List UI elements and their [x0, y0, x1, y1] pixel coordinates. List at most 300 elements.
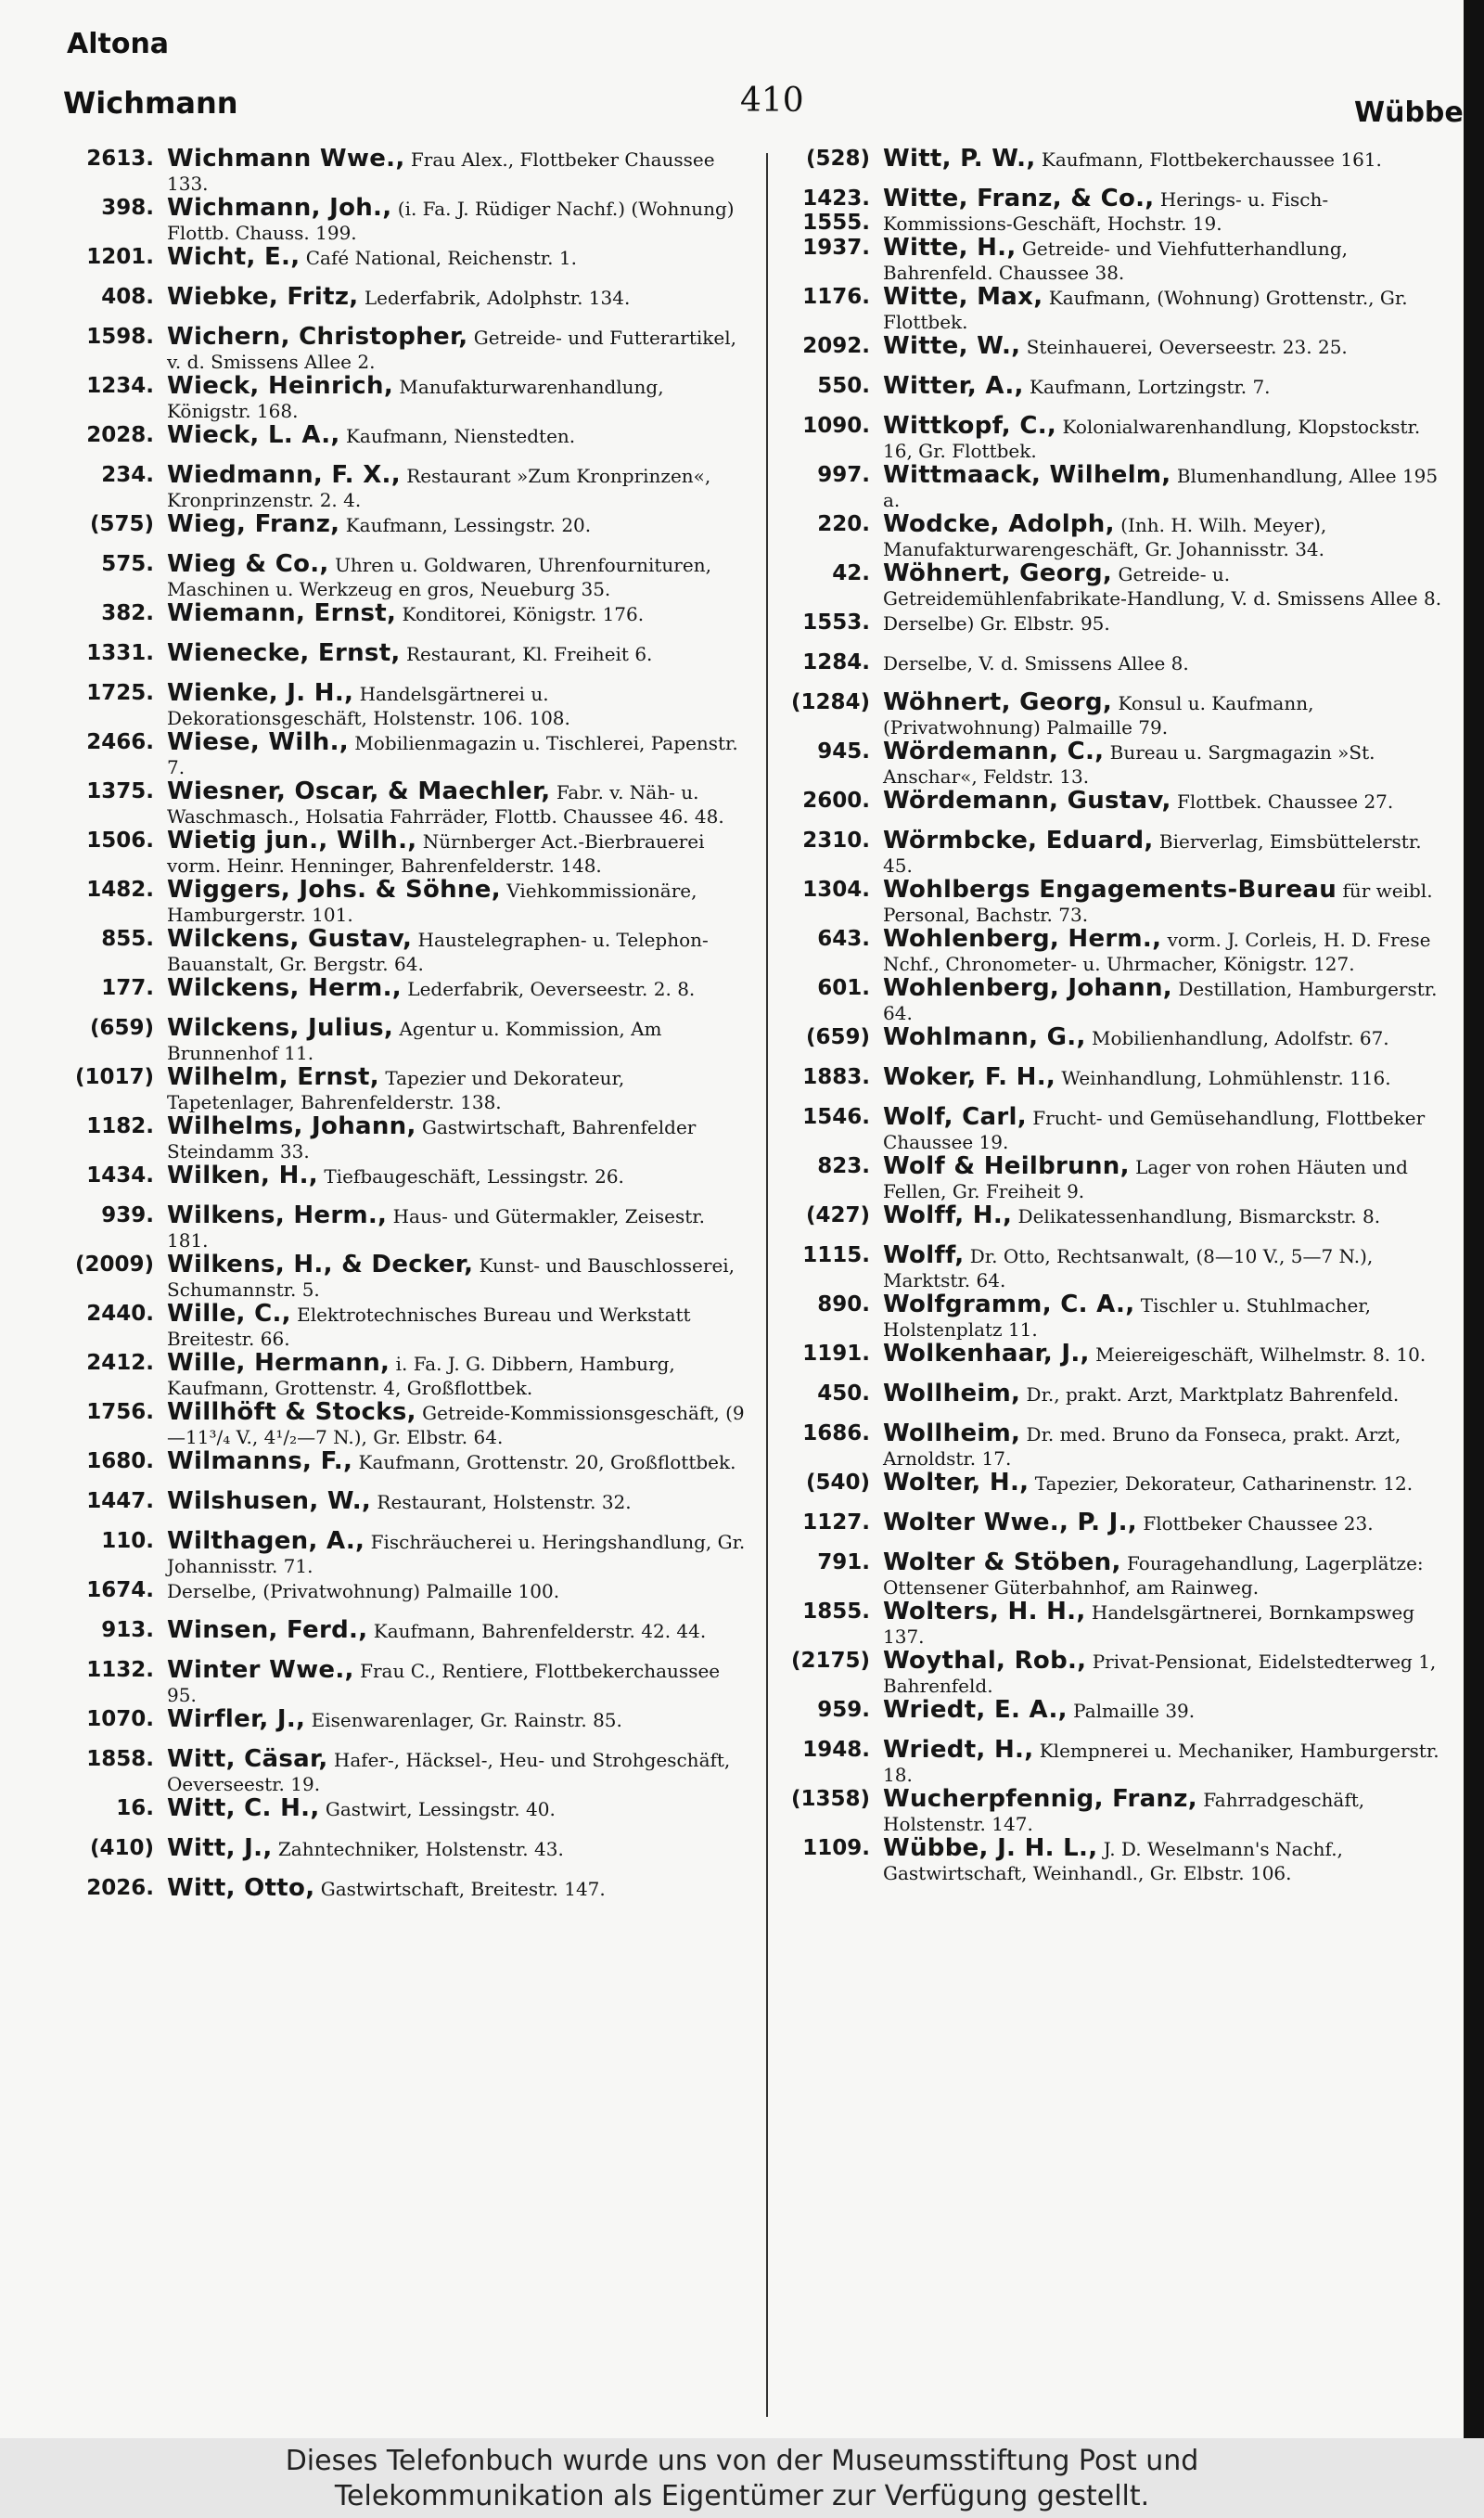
- directory-entry: [58, 1203, 751, 1253]
- subscriber-details: Tiefbaugeschäft, Lessingstr. 26.: [324, 1165, 624, 1188]
- entry-text: [160, 1707, 751, 1747]
- subscriber-name: Wohlbergs Engagements-Bureau: [883, 876, 1337, 904]
- subscriber-name: Wörmbcke, Eduard,: [883, 827, 1154, 854]
- phone-number: (1017): [74, 1065, 154, 1089]
- subscriber-name: Wolter, H.,: [883, 1469, 1030, 1497]
- entry-text: [160, 325, 751, 374]
- subscriber-details: Mobilienmagazin u. Tischlerei, Papenstr. 7.: [167, 732, 738, 778]
- phone-number: 2440.: [86, 1302, 154, 1326]
- phone-number: 1756.: [86, 1400, 154, 1424]
- subscriber-name: Wöhnert, Georg,: [883, 559, 1113, 587]
- entry-text: [876, 236, 1445, 285]
- directory-entry: [58, 1489, 751, 1529]
- subscriber-name: Wieck, L. A.,: [167, 421, 340, 449]
- subscriber-details: Haus- und Gütermakler, Zeisestr. 181.: [167, 1205, 705, 1252]
- entry-text: [876, 829, 1445, 878]
- subscriber-details: Eisenwarenlager, Gr. Rainstr. 85.: [311, 1709, 622, 1731]
- entry-text: [876, 1649, 1445, 1698]
- phone-number: 2613.: [86, 147, 154, 171]
- subscriber-name: Wiesner, Oscar, & Maechler,: [167, 777, 551, 805]
- subscriber-details: Dr., prakt. Arzt, Marktplatz Bahrenfeld.: [1026, 1383, 1400, 1406]
- phone-number: 1176.: [802, 285, 870, 309]
- entry-text: [160, 1529, 751, 1578]
- subscriber-name: Wöhnert, Georg,: [883, 688, 1113, 716]
- directory-entry: [58, 878, 751, 927]
- phone-number: 110.: [101, 1529, 154, 1553]
- phone-number: 16.: [116, 1796, 154, 1820]
- subscriber-details: (Inh. H. Wilh. Meyer), Manufakturwarengeschäft, Gr. Johannisstr. 34.: [883, 514, 1327, 560]
- subscriber-details: Derselbe, (Privatwohnung) Palmaille 100.: [167, 1580, 560, 1602]
- subscriber-name: Witter, A.,: [883, 372, 1024, 400]
- entry-text: [160, 829, 751, 878]
- directory-entry: [58, 1302, 751, 1351]
- subscriber-name: Wodcke, Adolph,: [883, 510, 1115, 538]
- phone-number: 1191.: [802, 1342, 870, 1366]
- entry-text: [160, 147, 751, 196]
- phone-number: 382.: [101, 601, 154, 625]
- phone-number: 398.: [101, 196, 154, 220]
- subscriber-details: Kaufmann, Lortzingstr. 7.: [1030, 376, 1271, 398]
- phone-number: (410): [89, 1836, 154, 1860]
- phone-number: 890.: [817, 1292, 870, 1317]
- phone-number: 1937.: [802, 236, 870, 260]
- subscriber-name: Witte, Franz, & Co.,: [883, 185, 1155, 212]
- entry-text: [876, 1381, 1445, 1421]
- subscriber-details: Kolonialwarenhandlung, Klopstockstr. 16, Gr. Flottbek.: [883, 416, 1421, 462]
- phone-number: 1447.: [86, 1489, 154, 1513]
- phone-number: 959.: [817, 1698, 870, 1722]
- subscriber-details: Konsul u. Kaufmann, (Privatwohnung) Palmaille 79.: [883, 692, 1314, 739]
- entry-text: [160, 1796, 751, 1836]
- entry-text: [876, 610, 1445, 650]
- subscriber-details: Flottbek. Chaussee 27.: [1177, 790, 1394, 813]
- directory-entry: [785, 1292, 1445, 1342]
- directory-entry: [58, 601, 751, 641]
- subscriber-name: Wichmann, Joh.,: [167, 194, 392, 222]
- phone-number: 1284.: [802, 650, 870, 674]
- subscriber-details: Bureau u. Sargmagazin »St. Anschar«, Feldstr. 13.: [883, 741, 1375, 788]
- phone-number: 1115.: [802, 1243, 870, 1267]
- phone-number: (2009): [74, 1253, 154, 1277]
- phone-number: 1127.: [802, 1510, 870, 1535]
- subscriber-details: Handelsgärtnerei u. Dekorationsgeschäft, Holstenstr. 106. 108.: [167, 683, 570, 729]
- entry-text: [160, 512, 751, 552]
- phone-number: (540): [805, 1471, 870, 1495]
- phone-number: 2092.: [802, 334, 870, 358]
- directory-entry: [58, 1163, 751, 1203]
- directory-entry: [785, 334, 1445, 374]
- directory-entry: [58, 681, 751, 730]
- entry-text: [876, 927, 1445, 976]
- directory-entry: [785, 285, 1445, 334]
- subscriber-details: Manufakturwarenhandlung, Königstr. 168.: [167, 376, 664, 422]
- subscriber-details: Steinhauerei, Oeverseestr. 23. 25.: [1026, 336, 1348, 358]
- directory-entry: [785, 1342, 1445, 1381]
- phone-number: (2175): [790, 1649, 870, 1673]
- directory-entry: [785, 1738, 1445, 1787]
- phone-number: (659): [805, 1025, 870, 1049]
- subscriber-name: Wolff, H.,: [883, 1201, 1013, 1229]
- subscriber-details: Kaufmann, Bahrenfelderstr. 42. 44.: [373, 1620, 707, 1642]
- entry-text: [876, 463, 1445, 512]
- left-column: [58, 147, 751, 1916]
- phone-number: 1855.: [802, 1599, 870, 1624]
- directory-entry: [58, 1658, 751, 1707]
- subscriber-name: Witte, Max,: [883, 283, 1043, 311]
- directory-entry: [58, 829, 751, 878]
- entry-text: [876, 1421, 1445, 1471]
- subscriber-name: Wriedt, H.,: [883, 1736, 1034, 1764]
- phone-number: 1304.: [802, 878, 870, 902]
- phone-number: 997.: [817, 463, 870, 487]
- directory-entry: [58, 1876, 751, 1916]
- footer-line-1: Dieses Telefonbuch wurde uns von der Museumsstiftung Post und: [285, 2445, 1199, 2477]
- phone-number: 1883.: [802, 1065, 870, 1089]
- directory-entry: [785, 1154, 1445, 1203]
- directory-entry: [785, 1421, 1445, 1471]
- subscriber-details: Derselbe, V. d. Smissens Allee 8.: [883, 652, 1189, 674]
- directory-entry: [785, 463, 1445, 512]
- phone-number: 220.: [817, 512, 870, 536]
- entry-text: [160, 245, 751, 285]
- directory-entry: [58, 374, 751, 423]
- subscriber-name: Wille, C.,: [167, 1300, 291, 1328]
- phone-number: 1598.: [86, 325, 154, 349]
- entry-text: [876, 285, 1445, 334]
- phone-number: 1070.: [86, 1707, 154, 1731]
- directory-entry: [58, 641, 751, 681]
- entry-text: [876, 147, 1445, 186]
- subscriber-name: Wittkopf, C.,: [883, 412, 1057, 440]
- phone-number: (1358): [790, 1787, 870, 1811]
- entry-text: [160, 1489, 751, 1529]
- subscriber-details: Restaurant, Holstenstr. 32.: [377, 1491, 632, 1513]
- phone-number: 42.: [832, 561, 870, 585]
- phone-number: 550.: [817, 374, 870, 398]
- subscriber-name: Wieg & Co.,: [167, 550, 329, 578]
- phone-number: 1375.: [86, 779, 154, 803]
- subscriber-details: Fabr. v. Näh- u. Waschmasch., Holsatia Fahrräder, Flottb. Chaussee 46. 48.: [167, 781, 724, 828]
- entry-text: [876, 1471, 1445, 1510]
- subscriber-details: Lederfabrik, Oeverseestr. 2. 8.: [407, 978, 696, 1000]
- subscriber-name: Wolter Wwe., P. J.,: [883, 1509, 1137, 1536]
- subscriber-name: Wittmaack, Wilhelm,: [883, 461, 1171, 489]
- subscriber-details: Café National, Reichenstr. 1.: [305, 247, 577, 269]
- column-divider: [766, 153, 768, 2417]
- entry-text: [160, 285, 751, 325]
- subscriber-name: Wieck, Heinrich,: [167, 372, 394, 400]
- subscriber-name: Wohlenberg, Johann,: [883, 974, 1172, 1002]
- entry-text: [876, 1836, 1445, 1885]
- subscriber-details: Getreide- und Viehfutterhandlung, Bahrenfeld. Chaussee 38.: [883, 238, 1348, 284]
- subscriber-details: i. Fa. J. G. Dibbern, Hamburg, Kaufmann, Grottenstr. 4, Großflottbek.: [167, 1353, 675, 1399]
- entry-text: [160, 463, 751, 512]
- phone-number: 2412.: [86, 1351, 154, 1375]
- directory-entry: [58, 1114, 751, 1163]
- entry-text: [160, 641, 751, 681]
- subscriber-details: Tapezier, Dekorateur, Catharinenstr. 12.: [1034, 1472, 1414, 1495]
- phone-number: 2026.: [86, 1876, 154, 1900]
- entry-text: [876, 1787, 1445, 1836]
- subscriber-details: vorm. J. Corleis, H. D. Frese Nchf., Chronometer- u. Uhrmacher, Königstr. 127.: [883, 929, 1431, 975]
- entry-text: [876, 1025, 1445, 1065]
- entry-text: [876, 561, 1445, 610]
- phone-number: 234.: [101, 463, 154, 487]
- entry-text: [876, 650, 1445, 690]
- directory-entry: [785, 414, 1445, 463]
- directory-entry: [785, 829, 1445, 878]
- directory-entry: [58, 245, 751, 285]
- subscriber-details: Kaufmann, Flottbekerchaussee 161.: [1041, 148, 1382, 171]
- subscriber-details: Palmaille 39.: [1073, 1700, 1196, 1722]
- entry-text: [160, 779, 751, 829]
- right-catchword: Wübbe: [1354, 96, 1464, 129]
- subscriber-name: Wienke, J. H.,: [167, 679, 354, 707]
- subscriber-details: Fouragehandlung, Lagerplätze: Ottensener Güterbahnhof, am Rainweg.: [883, 1552, 1424, 1599]
- phone-number: 1948.: [802, 1738, 870, 1762]
- subscriber-name: Wördemann, C.,: [883, 738, 1105, 765]
- entry-text: [876, 334, 1445, 374]
- entry-text: [876, 1698, 1445, 1738]
- entry-text: [160, 1203, 751, 1253]
- phone-number: 643.: [817, 927, 870, 951]
- phone-number: 1331.: [86, 641, 154, 665]
- phone-number: 1858.: [86, 1747, 154, 1771]
- entry-text: [876, 1550, 1445, 1599]
- phone-number: (427): [805, 1203, 870, 1227]
- subscriber-details: Kaufmann, Lessingstr. 20.: [345, 514, 592, 536]
- subscriber-name: Wiebke, Fritz,: [167, 283, 359, 311]
- entry-text: [160, 1400, 751, 1449]
- subscriber-name: Wirfler, J.,: [167, 1705, 306, 1733]
- subscriber-details: Klempnerei u. Mechaniker, Hamburgerstr. 18.: [883, 1740, 1439, 1786]
- directory-entry: [785, 690, 1445, 739]
- entry-text: [876, 1599, 1445, 1649]
- subscriber-name: Wicht, E.,: [167, 243, 301, 271]
- phone-number: 1553.: [802, 610, 870, 635]
- directory-entry: [58, 1449, 751, 1489]
- subscriber-details: Frau Alex., Flottbeker Chaussee 133.: [167, 148, 715, 195]
- entry-text: [160, 1163, 751, 1203]
- subscriber-name: Woker, F. H.,: [883, 1063, 1056, 1091]
- entry-text: [876, 374, 1445, 414]
- subscriber-details: Haustelegraphen- u. Telephon-Bauanstalt, Gr. Bergstr. 64.: [167, 929, 709, 975]
- subscriber-name: Wübbe, J. H. L.,: [883, 1834, 1098, 1862]
- phone-number: 2028.: [86, 423, 154, 447]
- subscriber-details: Fischräucherei u. Heringshandlung, Gr. Johannisstr. 71.: [167, 1531, 746, 1577]
- subscriber-name: Wohlmann, G.,: [883, 1023, 1086, 1051]
- subscriber-name: Wolff,: [883, 1241, 965, 1269]
- entry-text: [160, 1658, 751, 1707]
- subscriber-name: Witte, H.,: [883, 234, 1017, 262]
- subscriber-details: Lederfabrik, Adolphstr. 134.: [364, 287, 631, 309]
- subscriber-name: Wilhelms, Johann,: [167, 1112, 416, 1140]
- subscriber-details: Derselbe) Gr. Elbstr. 95.: [883, 612, 1110, 635]
- subscriber-details: Zahntechniker, Holstenstr. 43.: [277, 1838, 564, 1860]
- subscriber-name: Wilshusen, W.,: [167, 1487, 372, 1515]
- subscriber-details: Fahrradgeschäft, Holstenstr. 147.: [883, 1789, 1365, 1835]
- entry-text: [160, 1065, 751, 1114]
- directory-entry: [58, 1400, 751, 1449]
- directory-entry: [785, 927, 1445, 976]
- phone-number: 2466.: [86, 730, 154, 754]
- entry-text: [876, 414, 1445, 463]
- subscriber-details: Agentur u. Kommission, Am Brunnenhof 11.: [167, 1018, 662, 1064]
- directory-entry: [785, 236, 1445, 285]
- phone-number: 1434.: [86, 1163, 154, 1188]
- subscriber-name: Wille, Hermann,: [167, 1349, 390, 1377]
- entry-text: [160, 1747, 751, 1796]
- entry-text: [876, 1738, 1445, 1787]
- entry-text: [876, 1203, 1445, 1243]
- subscriber-name: Wilmanns, F.,: [167, 1447, 353, 1475]
- subscriber-details: Elektrotechnisches Bureau und Werkstatt Breitestr. 66.: [167, 1304, 691, 1350]
- entry-text: [160, 1253, 751, 1302]
- subscriber-details: Mobilienhandlung, Adolfstr. 67.: [1091, 1027, 1389, 1049]
- entry-text: [876, 1243, 1445, 1292]
- subscriber-name: Witt, Otto,: [167, 1874, 315, 1902]
- directory-entry: [785, 1510, 1445, 1550]
- subscriber-name: Wieg, Franz,: [167, 510, 340, 538]
- subscriber-name: Wördemann, Gustav,: [883, 787, 1171, 815]
- directory-entry: [785, 561, 1445, 610]
- subscriber-details: Handelsgärtnerei, Bornkampsweg 137.: [883, 1601, 1414, 1648]
- subscriber-name: Wilhelm, Ernst,: [167, 1063, 379, 1091]
- phone-number: 1234.: [86, 374, 154, 398]
- directory-entry: [785, 1550, 1445, 1599]
- entry-text: [160, 1876, 751, 1916]
- phone-number: 1674.: [86, 1578, 154, 1602]
- entry-text: [876, 739, 1445, 789]
- directory-entry: [58, 552, 751, 601]
- subscriber-name: Wilkens, H., & Decker,: [167, 1251, 474, 1278]
- entry-text: [160, 927, 751, 976]
- subscriber-name: Wiemann, Ernst,: [167, 599, 397, 627]
- subscriber-name: Wilckens, Herm.,: [167, 974, 402, 1002]
- phone-number: 1182.: [86, 1114, 154, 1138]
- subscriber-details: Restaurant »Zum Kronprinzen«, Kronprinzenstr. 2. 4.: [167, 465, 711, 511]
- subscriber-name: Woythal, Rob.,: [883, 1647, 1087, 1675]
- right-column: [785, 147, 1445, 1885]
- directory-entry: [785, 1025, 1445, 1065]
- subscriber-name: Wiese, Wilh.,: [167, 728, 349, 756]
- entry-text: [876, 1292, 1445, 1342]
- subscriber-details: Gastwirtschaft, Breitestr. 147.: [320, 1878, 606, 1900]
- phone-number: 1201.: [86, 245, 154, 269]
- phone-number: 1546.: [802, 1105, 870, 1129]
- entry-text: [876, 1065, 1445, 1105]
- phone-number: 1686.: [802, 1421, 870, 1445]
- subscriber-details: Destillation, Hamburgerstr. 64.: [883, 978, 1438, 1024]
- directory-entry: [785, 739, 1445, 789]
- subscriber-name: Wollheim,: [883, 1380, 1021, 1407]
- subscriber-details: Getreide-Kommissionsgeschäft, (9—11³/₄ V., 4¹/₂—7 N.), Gr. Elbstr. 64.: [167, 1402, 745, 1448]
- subscriber-name: Winsen, Ferd.,: [167, 1616, 368, 1644]
- subscriber-details: Blumenhandlung, Allee 195 a.: [883, 465, 1439, 511]
- subscriber-details: Gastwirtschaft, Bahrenfelder Steindamm 33.: [167, 1116, 697, 1163]
- entry-text: [160, 1578, 751, 1618]
- subscriber-details: Getreide- und Futterartikel, v. d. Smissens Allee 2.: [167, 327, 736, 373]
- entry-text: [160, 681, 751, 730]
- city-header: Altona: [67, 28, 170, 60]
- subscriber-details: Frucht- und Gemüsehandlung, Flottbeker Chaussee 19.: [883, 1107, 1426, 1153]
- subscriber-details: für weibl. Personal, Bachstr. 73.: [883, 880, 1433, 926]
- subscriber-details: Kunst- und Bauschlosserei, Schumannstr. 5.: [167, 1254, 736, 1301]
- directory-entry: [785, 1065, 1445, 1105]
- entry-text: [160, 730, 751, 779]
- directory-entry: [58, 1253, 751, 1302]
- subscriber-name: Wolf, Carl,: [883, 1103, 1027, 1131]
- subscriber-name: Wichmann Wwe.,: [167, 145, 405, 173]
- entry-text: [160, 878, 751, 927]
- directory-entry: [785, 1836, 1445, 1885]
- subscriber-name: Wiedmann, F. X.,: [167, 461, 401, 489]
- subscriber-name: Willhöft & Stocks,: [167, 1398, 416, 1426]
- entry-text: [876, 1510, 1445, 1550]
- entry-text: [160, 374, 751, 423]
- directory-entry: [58, 1618, 751, 1658]
- phone-number: 1680.: [86, 1449, 154, 1473]
- directory-entry: [58, 1836, 751, 1876]
- subscriber-details: (i. Fa. J. Rüdiger Nachf.) (Wohnung) Flottb. Chauss. 199.: [167, 198, 735, 244]
- subscriber-name: Wienecke, Ernst,: [167, 639, 401, 667]
- subscriber-details: J. D. Weselmann's Nachf., Gastwirtschaft, Weinhandl., Gr. Elbstr. 106.: [883, 1838, 1343, 1884]
- subscriber-details: Meiereigeschäft, Wilhelmstr. 8. 10.: [1095, 1343, 1426, 1366]
- directory-entry: [785, 976, 1445, 1025]
- entry-text: [160, 1016, 751, 1065]
- phone-number: 1090.: [802, 414, 870, 438]
- entry-text: [160, 196, 751, 245]
- phone-number: 1482.: [86, 878, 154, 902]
- subscriber-name: Witte, W.,: [883, 332, 1021, 360]
- entry-text: [876, 512, 1445, 561]
- entry-text: [160, 1302, 751, 1351]
- page-number: 410: [740, 82, 804, 120]
- phone-number: 1423. 1555.: [802, 186, 870, 235]
- directory-entry: [58, 1747, 751, 1796]
- subscriber-name: Wucherpfennig, Franz,: [883, 1785, 1197, 1813]
- subscriber-details: Nürnberger Act.-Bierbrauerei vorm. Heinr. Henninger, Bahrenfelderstr. 148.: [167, 830, 705, 877]
- directory-entry: [785, 1381, 1445, 1421]
- phone-number: (528): [805, 147, 870, 171]
- subscriber-details: Uhren u. Goldwaren, Uhrenfournituren, Maschinen u. Werkzeug en gros, Neueburg 35.: [167, 554, 711, 600]
- directory-entry: [58, 423, 751, 463]
- subscriber-name: Wollheim,: [883, 1420, 1021, 1447]
- phone-number: 1725.: [86, 681, 154, 705]
- subscriber-name: Wolter & Stöben,: [883, 1548, 1121, 1576]
- subscriber-name: Wohlenberg, Herm.,: [883, 925, 1162, 953]
- entry-text: [876, 1342, 1445, 1381]
- directory-entry: [785, 650, 1445, 690]
- entry-text: [160, 1114, 751, 1163]
- phone-number: 1506.: [86, 829, 154, 853]
- subscriber-name: Wilthagen, A.,: [167, 1527, 365, 1555]
- subscriber-name: Wilckens, Julius,: [167, 1014, 394, 1042]
- entry-text: [876, 976, 1445, 1025]
- footer-line-2: Telekommunikation als Eigentümer zur Verfügung gestellt.: [334, 2480, 1150, 2512]
- directory-entry: [785, 1698, 1445, 1738]
- phone-number: 945.: [817, 739, 870, 764]
- phone-number: 408.: [101, 285, 154, 309]
- subscriber-details: Weinhandlung, Lohmühlenstr. 116.: [1061, 1067, 1391, 1089]
- entry-text: [876, 186, 1445, 236]
- subscriber-name: Witt, C. H.,: [167, 1794, 320, 1822]
- subscriber-details: Kaufmann, (Wohnung) Grottenstr., Gr. Flottbek.: [883, 287, 1408, 333]
- subscriber-details: Konditorei, Königstr. 176.: [402, 603, 645, 625]
- entry-text: [876, 1154, 1445, 1203]
- phone-number: 450.: [817, 1381, 870, 1406]
- subscriber-name: Wietig jun., Wilh.,: [167, 827, 417, 854]
